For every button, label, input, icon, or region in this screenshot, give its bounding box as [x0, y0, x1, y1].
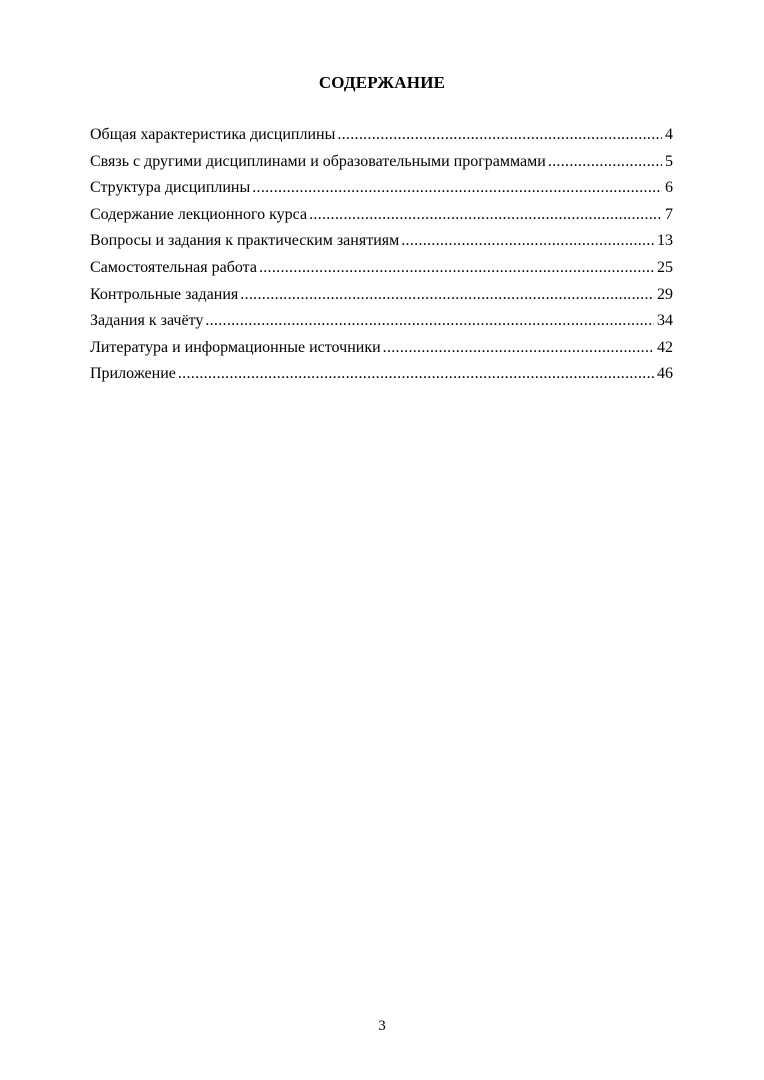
toc-entry[interactable]	[90, 149, 673, 176]
toc-entry-title: Приложение	[90, 365, 176, 383]
toc-entry-page: 13	[657, 232, 673, 250]
dot-leader	[205, 308, 654, 335]
toc-entry-page: 25	[657, 258, 673, 276]
toc-entry-title: Связь с другими дисциплинами и образовательными программами	[90, 152, 546, 170]
dot-leader	[309, 202, 662, 229]
dot-leader	[178, 361, 654, 388]
toc-entry-title: Структура дисциплины	[90, 179, 251, 197]
dot-leader	[252, 175, 662, 202]
toc-entry-title: Общая характеристика дисциплины	[90, 126, 336, 143]
dot-leader	[337, 122, 662, 149]
toc-entry-page: 29	[657, 285, 673, 303]
toc-entry[interactable]	[90, 228, 673, 255]
toc-entry-page: 4	[665, 126, 673, 143]
toc-entry-page: 5	[665, 152, 673, 170]
toc-entry-title: Литература и информационные источники	[90, 338, 381, 356]
toc-entry[interactable]	[90, 282, 673, 309]
dot-leader	[259, 255, 654, 282]
dot-leader	[401, 228, 654, 255]
toc-entry[interactable]	[90, 308, 673, 335]
toc-entry-title: Контрольные задания	[90, 285, 239, 303]
toc-entry-page: 6	[665, 179, 673, 197]
toc-entry[interactable]	[90, 175, 673, 202]
toc-entry-title: Самостоятельная работа	[90, 258, 257, 276]
toc-entry-page: 46	[657, 365, 673, 383]
toc-entry[interactable]	[90, 335, 673, 362]
toc-entry-title: Вопросы и задания к практическим занятиям	[90, 232, 400, 250]
toc-entry-page: 34	[657, 312, 673, 330]
toc-entry[interactable]	[90, 122, 673, 149]
toc-entry-page: 7	[665, 205, 673, 223]
page-number: 3	[378, 1018, 386, 1034]
dot-leader	[548, 149, 662, 176]
page-title: СОДЕРЖАНИЕ	[318, 73, 446, 92]
toc-entry[interactable]	[90, 361, 673, 388]
toc-entry[interactable]	[90, 255, 673, 282]
dot-leader	[383, 335, 654, 362]
toc-entry[interactable]	[90, 202, 673, 229]
toc-entry-title: Содержание лекционного курса	[90, 205, 308, 223]
toc-entry-title: Задания к зачёту	[90, 312, 204, 330]
dot-leader	[240, 282, 654, 309]
toc-entry-page: 42	[657, 338, 673, 356]
table-of-contents	[90, 122, 673, 388]
